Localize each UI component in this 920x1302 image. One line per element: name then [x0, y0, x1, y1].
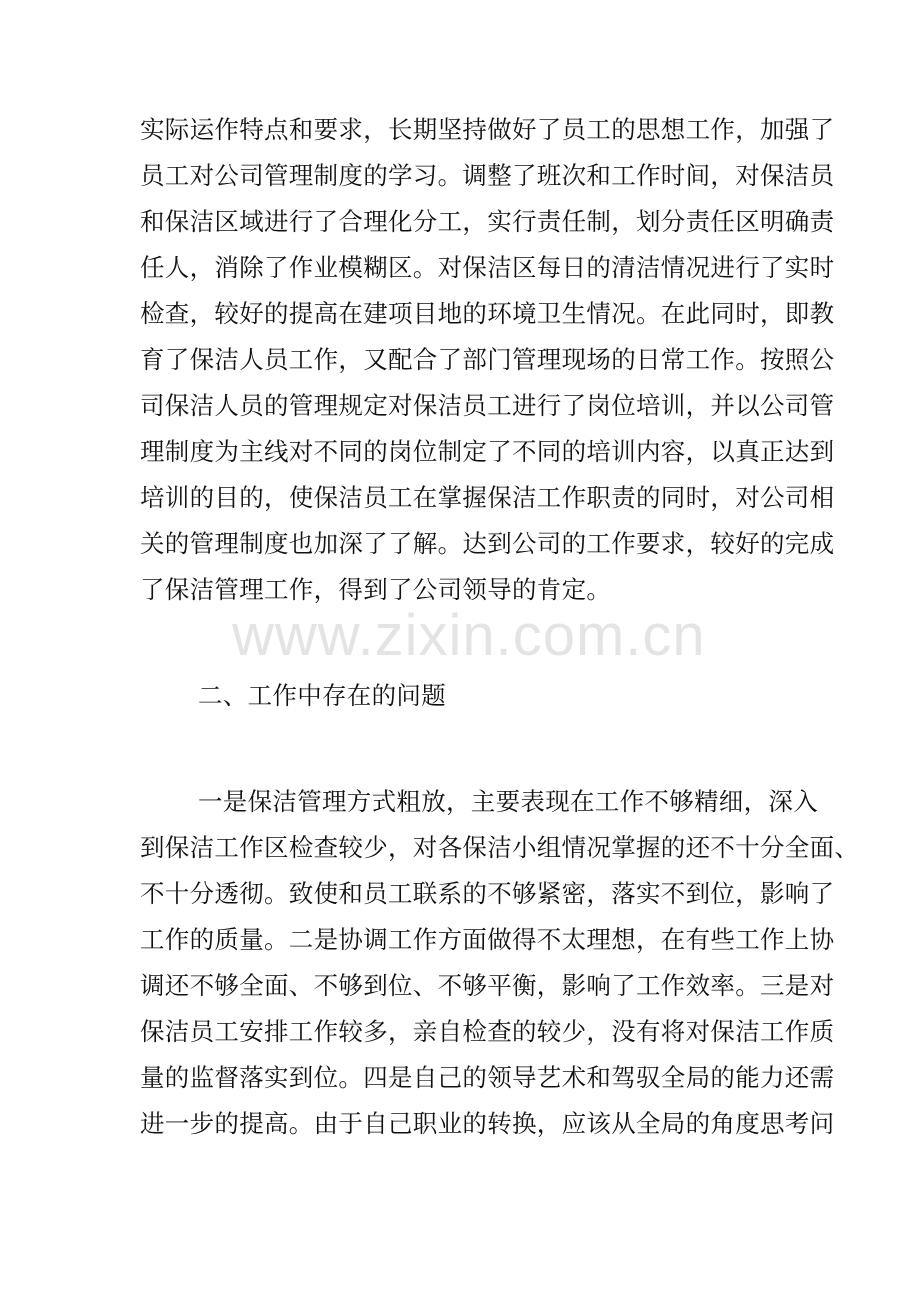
paragraph-line: 了保洁管理工作，得到了公司领导的肯定。	[140, 575, 612, 604]
paragraph-line: 到保洁工作区检查较少，对各保洁小组情况掌握的还不十分全面、	[140, 833, 860, 862]
watermark: www.zixin.com.cn	[232, 603, 706, 668]
paragraph-line: 任人，消除了作业模糊区。对保洁区每日的清洁情况进行了实时	[140, 253, 835, 282]
paragraph-line: 育了保洁人员工作，又配合了部门管理现场的日常工作。按照公	[140, 345, 835, 374]
paragraph-line: 不十分透彻。致使和员工联系的不够紧密，落实不到位，影响了	[140, 879, 835, 908]
paragraph-line: 工作的质量。二是协调工作方面做得不太理想，在有些工作上协	[140, 925, 835, 954]
paragraph-line: 调还不够全面、不够到位、不够平衡，影响了工作效率。三是对	[140, 971, 835, 1000]
paragraph-line: 检查，较好的提高在建项目地的环境卫生情况。在此同时，即教	[140, 299, 835, 328]
section-heading: 二、工作中存在的问题	[198, 681, 446, 710]
paragraph-line: 一是保洁管理方式粗放，主要表现在工作不够精细，深入	[198, 787, 818, 816]
paragraph-line: 进一步的提高。由于自己职业的转换，应该从全局的角度思考问	[140, 1109, 835, 1138]
paragraph-line: 员工对公司管理制度的学习。调整了班次和工作时间，对保洁员	[140, 161, 835, 190]
paragraph-line: 理制度为主线对不同的岗位制定了不同的培训内容，以真正达到	[140, 437, 835, 466]
paragraph-line: 司保洁人员的管理规定对保洁员工进行了岗位培训，并以公司管	[140, 391, 835, 420]
paragraph-line: 关的管理制度也加深了了解。达到公司的工作要求，较好的完成	[140, 529, 835, 558]
paragraph-line: 实际运作特点和要求，长期坚持做好了员工的思想工作，加强了	[140, 115, 835, 144]
paragraph-line: 保洁员工安排工作较多，亲自检查的较少，没有将对保洁工作质	[140, 1017, 835, 1046]
paragraph-line: 培训的目的，使保洁员工在掌握保洁工作职责的同时，对公司相	[140, 483, 835, 512]
paragraph-line: 和保洁区域进行了合理化分工，实行责任制，划分责任区明确责	[140, 207, 835, 236]
paragraph-line: 量的监督落实到位。四是自己的领导艺术和驾驭全局的能力还需	[140, 1063, 835, 1092]
